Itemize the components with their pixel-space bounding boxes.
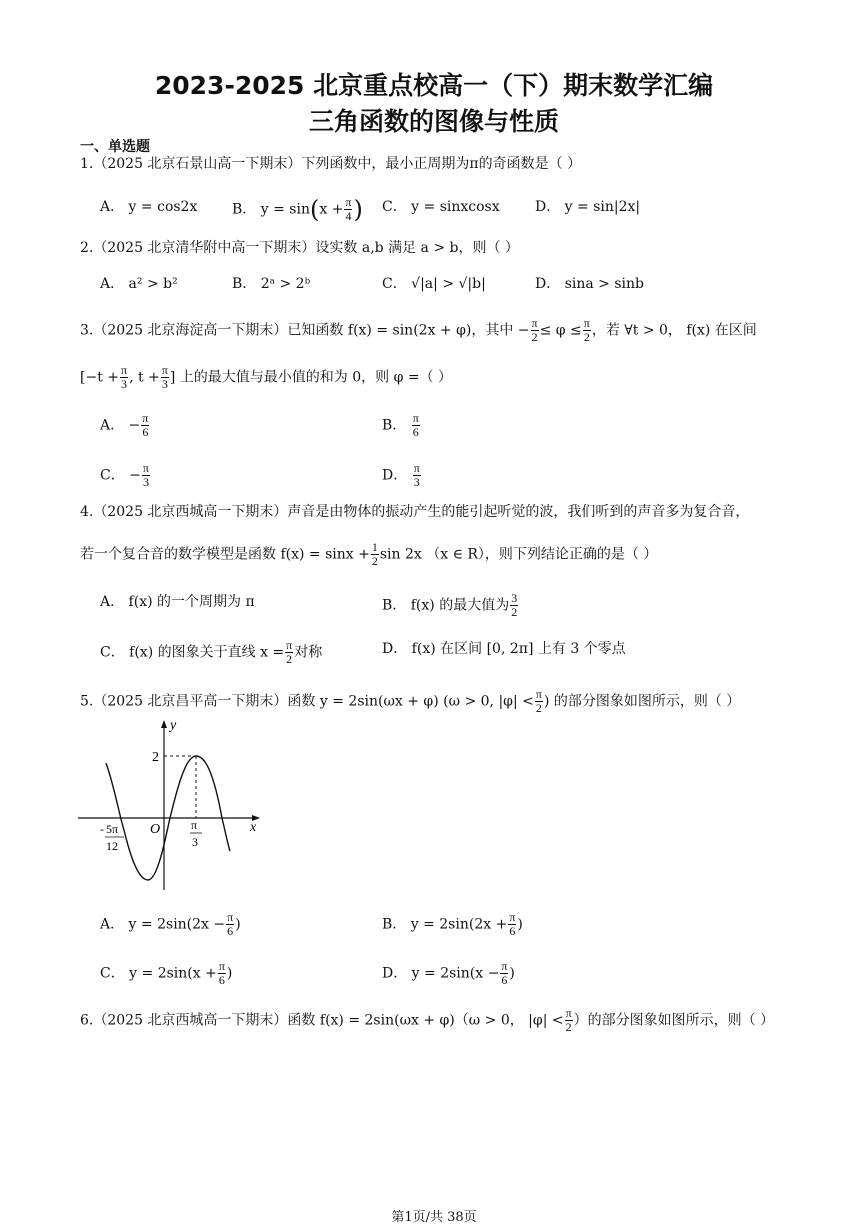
peak-x-numerator: π [191, 818, 198, 832]
question-4-option-c: C． f(x) 的图象关于直线 x = $\frac{\pi}{2}$ 对称 [100, 638, 323, 666]
question-5-option-c: C． y = 2sin(x + $\frac{\pi}{6}$ ) [100, 959, 233, 987]
question-1-option-a: A． y = cos2x [100, 199, 198, 215]
y-axis-arrow [161, 720, 167, 728]
question-4-stem-line2: 若一个复合音的数学模型是函数 f(x) = sinx + $\frac{1}{2}$ sin 2x （x ∈ R），则下列结论正确的是（ ） [80, 540, 658, 568]
peak-x-denominator: 3 [192, 835, 198, 849]
question-5-option-a: A． y = 2sin(2x − $\frac{\pi}{6}$ ) [100, 910, 241, 938]
origin-label: O [150, 822, 161, 837]
question-4-stem: 4.（2025 北京西城高一下期末）声音是由物体的振动产生的能引起听觉的波，我们听到的声音多为复合音， [80, 504, 750, 520]
left-zero-denominator: 12 [106, 839, 118, 853]
question-3-option-a: A． − $\frac{\pi}{6}$ [100, 411, 149, 439]
question-5-graph [78, 715, 268, 895]
question-4-option-d: D． f(x) 在区间 [0, 2π] 上有 3 个零点 [382, 641, 626, 657]
y-axis-label: y [170, 718, 177, 733]
question-6-stem: 6.（2025 北京西城高一下期末）函数 f(x) = 2sin(ωx + φ)（ω > 0， |φ| < $\frac{\pi}{2}$ ）的部分图象如图所示，则（ ） [80, 1006, 775, 1034]
question-3-stem-line2: [−t + $\frac{\pi}{3}$ , t + $\frac{\pi}{3}$ ] 上的最大值与最小值的和为 0，则 φ =（ ） [80, 363, 452, 391]
left-zero-sign: - [100, 822, 104, 836]
question-4-option-a: A． f(x) 的一个周期为 π [100, 594, 255, 610]
question-2-stem: 2.（2025 北京清华附中高一下期末）设实数 a,b 满足 a > b，则（ ） [80, 240, 519, 256]
question-3-option-b: B． $\frac{\pi}{6}$ [382, 411, 419, 439]
question-5-stem: 5.（2025 北京昌平高一下期末）函数 y = 2sin(ωx + φ) (ω > 0, |φ| < $\frac{\pi}{2}$ ) 的部分图象如图所示，则（ ） [80, 687, 741, 715]
question-2-option-d: D． sina > sinb [535, 276, 644, 292]
question-2-option-a: A． a² > b² [100, 276, 178, 292]
page-subtitle: 三角函数的图像与性质 [308, 107, 559, 136]
question-3-stem: 3.（2025 北京海淀高一下期末）已知函数 f(x) = sin(2x + φ)，其中 − $\frac{\pi}{2}$ ≤ φ ≤ $\frac{\pi}{2}$ ，若 ∀t > 0， f(x) 在区间 [80, 316, 757, 344]
left-zero-numerator: 5π [106, 822, 119, 836]
question-2-option-c: C． √|a| > √|b| [382, 276, 486, 292]
x-axis-label: x [250, 820, 257, 835]
question-1-option-c: C． y = sinxcosx [382, 199, 500, 215]
question-1-option-b: B． y = sin(x + $\frac{\pi}{4}$ ) [232, 195, 363, 224]
max-value-label: 2 [152, 750, 159, 765]
page-title: 2023-2025 北京重点校高一（下）期末数学汇编 [154, 71, 714, 100]
question-5-option-b: B． y = 2sin(2x + $\frac{\pi}{6}$ ) [382, 910, 523, 938]
question-5-option-d: D． y = 2sin(x − $\frac{\pi}{6}$ ) [382, 959, 515, 987]
question-3-option-d: D． $\frac{\pi}{3}$ [382, 461, 420, 489]
page-footer: 第1页/共 38页 [391, 1210, 477, 1225]
question-1-option-d: D． y = sin|2x| [535, 199, 641, 215]
section-heading: 一、单选题 [80, 139, 150, 155]
question-1-stem: 1.（2025 北京石景山高一下期末）下列函数中，最小正周期为π的奇函数是（ ） [80, 156, 582, 172]
question-3-option-c: C． − $\frac{\pi}{3}$ [100, 461, 149, 489]
question-2-option-b: B． 2ᵃ > 2ᵇ [232, 276, 311, 292]
question-4-option-b: B． f(x) 的最大值为 $\frac{3}{2}$ [382, 591, 518, 619]
